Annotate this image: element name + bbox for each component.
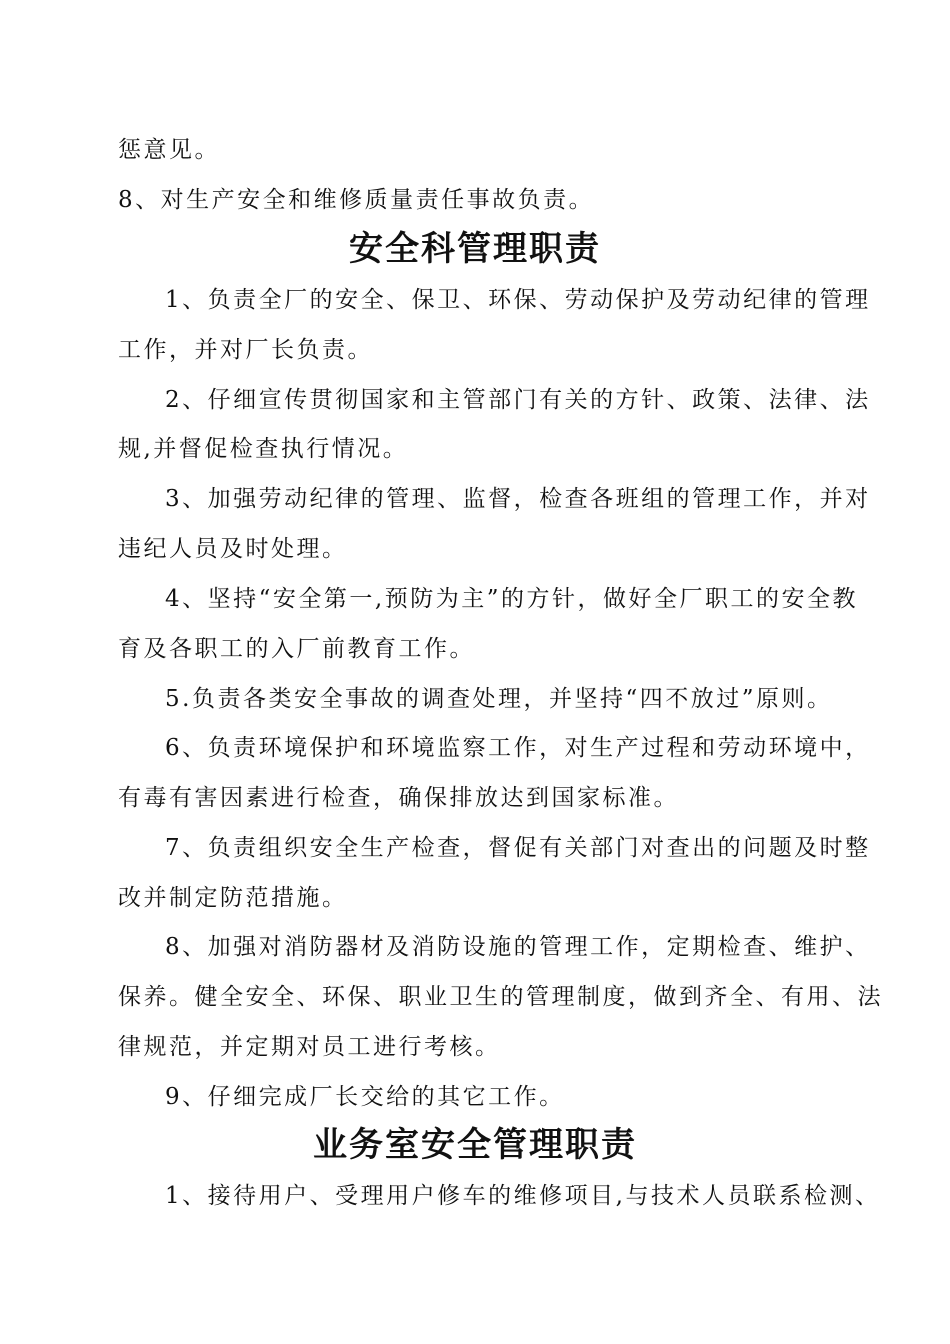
paragraph-line: 保养。健全安全、环保、职业卫生的管理制度，做到齐全、有用、法 (118, 984, 883, 1010)
paragraph-line: 违纪人员及时处理。 (118, 536, 348, 562)
paragraph-line: 8、对生产安全和维修质量责任事故负责。 (118, 187, 595, 213)
paragraph-line: 工作，并对厂长负责。 (118, 337, 373, 363)
section-title-business-office: 业务室安全管理职责 (313, 1125, 637, 1165)
paragraph-line: 1、负责全厂的安全、保卫、环保、劳动保护及劳动纪律的管理 (165, 287, 871, 313)
paragraph-line: 8、加强对消防器材及消防设施的管理工作，定期检查、维护、 (165, 934, 871, 960)
section-title-safety-dept: 安全科管理职责 (349, 229, 601, 269)
paragraph-line: 改并制定防范措施。 (118, 885, 348, 911)
paragraph-line: 1、接待用户、受理用户修车的维修项目,与技术人员联系检测、 (165, 1183, 881, 1209)
paragraph-line: 9、仔细完成厂长交给的其它工作。 (165, 1084, 565, 1110)
paragraph-line: 规,并督促检查执行情况。 (118, 436, 409, 462)
paragraph-line: 律规范，并定期对员工进行考核。 (118, 1034, 501, 1060)
paragraph-line: 2、仔细宣传贯彻国家和主管部门有关的方针、政策、法律、法 (165, 387, 871, 413)
paragraph-line: 6、负责环境保护和环境监察工作，对生产过程和劳动环境中， (165, 735, 871, 761)
paragraph-line: 7、负责组织安全生产检查，督促有关部门对查出的问题及时整 (165, 835, 871, 861)
paragraph-line: 5.负责各类安全事故的调查处理，并坚持“四不放过”原则。 (165, 686, 833, 712)
paragraph-line: 惩意见。 (118, 137, 220, 163)
paragraph-line: 3、加强劳动纪律的管理、监督，检查各班组的管理工作，并对 (165, 486, 871, 512)
paragraph-line: 4、坚持“安全第一,预防为主”的方针，做好全厂职工的安全教 (165, 586, 858, 612)
paragraph-line: 有毒有害因素进行检查，确保排放达到国家标准。 (118, 785, 679, 811)
paragraph-line: 育及各职工的入厂前教育工作。 (118, 636, 475, 662)
